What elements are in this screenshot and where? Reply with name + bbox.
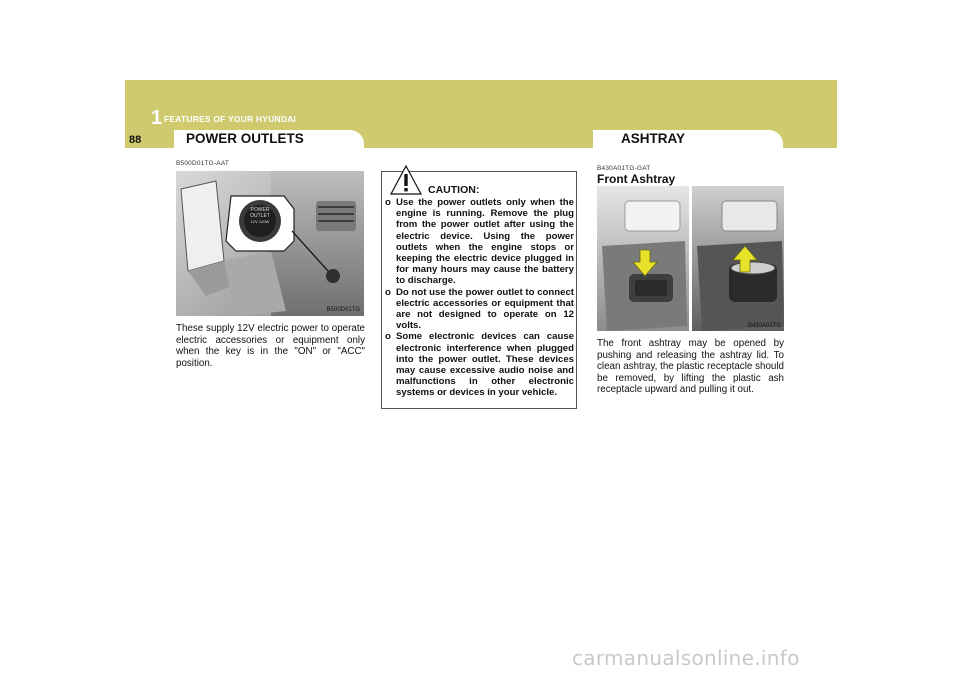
caution-item: o Do not use the power outlet to connect electric accessories or equipment that are not designed to operate on 12 volts. <box>385 286 574 332</box>
ashtray-illustration <box>597 186 784 331</box>
chapter-title: FEATURES OF YOUR HYUNDAI <box>164 114 296 124</box>
warning-icon <box>390 165 422 195</box>
page-number: 88 <box>129 134 142 146</box>
caution-title: CAUTION: <box>428 184 480 196</box>
section-code: B500D01TG-AAT <box>176 160 230 167</box>
caution-item: o Use the power outlets only when the engine is running. Remove the plug from the power outlet after using the electric device. Using the power outlets when the engine stops or keeping the electric device plugged in for many hours may cause the battery to discharge. <box>385 197 574 287</box>
caution-list <box>385 197 574 399</box>
power-outlet-illustration <box>176 171 364 316</box>
power-outlet-description: These supply 12V electric power to operate electric accessories or equipment only when the key is in the "ON" or "ACC" position. <box>176 323 365 369</box>
outlet-label-line2: OUTLET <box>250 212 270 219</box>
watermark: carmanualsonline.info <box>572 646 800 670</box>
outlet-label-line3: 12V 120W <box>250 219 270 224</box>
section-title-power-outlets: POWER OUTLETS <box>174 130 364 148</box>
ashtray-description: The front ashtray may be opened by pushing and releasing the ashtray lid. To clean ashtray, the plastic receptacle should be removed, by lifting the plastic ash receptacle upward and pulling it out. <box>597 338 784 395</box>
outlet-label-line1: POWER <box>250 207 270 213</box>
front-ashtray-heading: Front Ashtray <box>597 172 676 186</box>
photo-caption: B500D01TG <box>326 307 360 313</box>
section-title-ashtray: ASHTRAY <box>593 130 783 148</box>
caution-item: o Some electronic devices can cause electronic interference when plugged into the power outlet. These devices may cause excessive audio noise and malfunctions in other electronic systems or devices in your vehicle. <box>385 331 574 399</box>
ashtray-photo <box>597 186 784 331</box>
power-outlet-photo <box>176 171 364 316</box>
section-code: B430A01TG-GAT <box>597 165 651 172</box>
chapter-number: 1 <box>151 107 163 129</box>
photo-caption: B430A01TG <box>747 323 781 329</box>
